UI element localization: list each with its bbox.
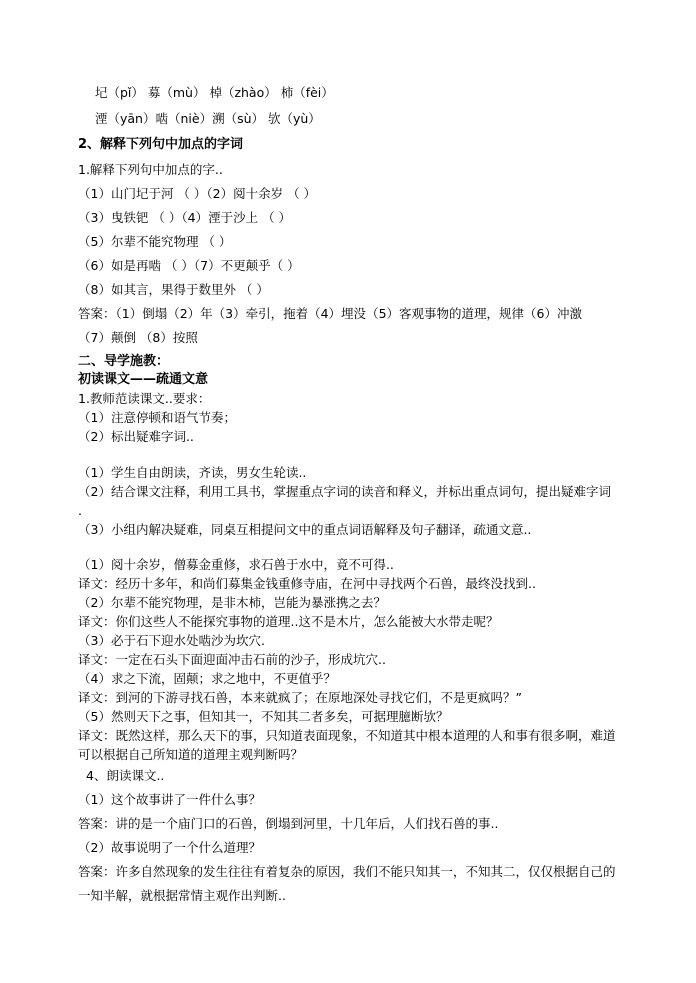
translation-5: 译文：既然这样，那么天下的事，只知道表面现象，不知道其中根本道理的人和事有很多啊，难道 bbox=[78, 728, 616, 743]
subheading-first-reading: 初读课文——疏通文意 bbox=[78, 372, 209, 387]
task-4-read: 4、朗读课文.. bbox=[86, 768, 165, 783]
exercise-item-8: （8）如其言，果得于数里外 （ ） bbox=[78, 282, 269, 297]
question-2: （2）故事说明了一个什么道理？ bbox=[78, 840, 261, 855]
exercise-title: 1.解释下列句中加点的字.. bbox=[78, 162, 223, 177]
exercise-item-6-7: （6）如是再啮 （ ）（7）不更颠乎（ ） bbox=[78, 258, 300, 273]
section-heading-guide: 二、导学施教： bbox=[78, 354, 170, 369]
answer-question-1: 答案：讲的是一个庙门口的石兽，倒塌到河里，十几年后，人们找石兽的事.. bbox=[78, 816, 499, 831]
exercise-item-3-4: （3）曳铁钯 （ ）（4）湮于沙上 （ ） bbox=[78, 210, 292, 225]
question-1: （1）这个故事讲了一件什么事？ bbox=[78, 792, 261, 807]
translation-5-continued: 可以根据自己所知道的道理主观判断吗？ bbox=[78, 747, 304, 762]
exercise-item-5: （5）尔辈不能究物理 （ ） bbox=[78, 234, 232, 249]
task-read-aloud: 1.教师范读课文..要求： bbox=[78, 391, 211, 406]
translation-2: 译文：你们这些人不能探究事物的道理..这不是木片，怎么能被大水带走呢？ bbox=[78, 614, 499, 629]
sentence-5: （5）然则天下之事，但知其一，不知其二者多矣，可据理臆断欤？ bbox=[78, 709, 449, 724]
translation-3: 译文：一定在石头下面迎面冲击石前的沙子，形成坑穴.. bbox=[78, 652, 386, 667]
answer-question-2-continued: 一知半解，就根据常情主观作出判断.. bbox=[78, 888, 286, 903]
answer-line-2: （7）颠倒 （8）按照 bbox=[78, 330, 198, 345]
section-heading-explain: 2、解释下列句中加点的字词 bbox=[78, 137, 244, 152]
task-requirement-2: （2）标出疑难字词.. bbox=[78, 429, 194, 444]
pinyin-line-1: 圮（pǐ） 募（mù） 棹（zhào） 柿（fèi） bbox=[95, 85, 334, 100]
sentence-1: （1）阅十余岁，僧募金重修，求石兽于水中，竟不可得.. bbox=[78, 557, 394, 572]
answer-question-2: 答案：许多自然现象的发生往往有着复杂的原因，我们不能只知其一，不知其二，仅仅根据自己的 bbox=[78, 864, 616, 879]
pinyin-line-2: 湮（yān）啮（niè）溯（sù） 欤（yù） bbox=[95, 111, 321, 126]
translation-4: 译文：到河的下游寻找石兽，本来就疯了；在原地深处寻找它们，不是更疯吗？” bbox=[78, 690, 522, 705]
task-requirement-1: （1）注意停顿和语气节奏； bbox=[78, 410, 236, 425]
answer-line-1: 答案：（1）倒塌（2）年（3）牵引，拖着（4）埋没（5）客观事物的道理，规律（6）冲激 bbox=[78, 306, 582, 321]
exercise-item-1-2: （1）山门圮于河 （ ）（2）阅十余岁 （ ） bbox=[78, 186, 317, 201]
sentence-2: （2）尔辈不能究物理，是非木柿，岂能为暴涨携之去？ bbox=[78, 595, 386, 610]
step-2-continued: . bbox=[78, 503, 82, 518]
sentence-3: （3）必于石下迎水处啮沙为坎穴. bbox=[78, 633, 265, 648]
step-2: （2）结合课文注释，利用工具书，掌握重点字词的读音和释义，并标出重点词句，提出疑难字词 bbox=[78, 484, 611, 499]
step-1: （1）学生自由朗读，齐读，男女生轮读.. bbox=[78, 465, 307, 480]
sentence-4: （4）求之下流，固颠；求之地中，不更值乎？ bbox=[78, 671, 336, 686]
translation-1: 译文：经历十多年，和尚们募集金钱重修寺庙，在河中寻找两个石兽，最终没找到.. bbox=[78, 576, 536, 591]
step-3: （3）小组内解决疑难，同桌互相提问文中的重点词语解释及句子翻译，疏通文意.. bbox=[78, 522, 532, 537]
